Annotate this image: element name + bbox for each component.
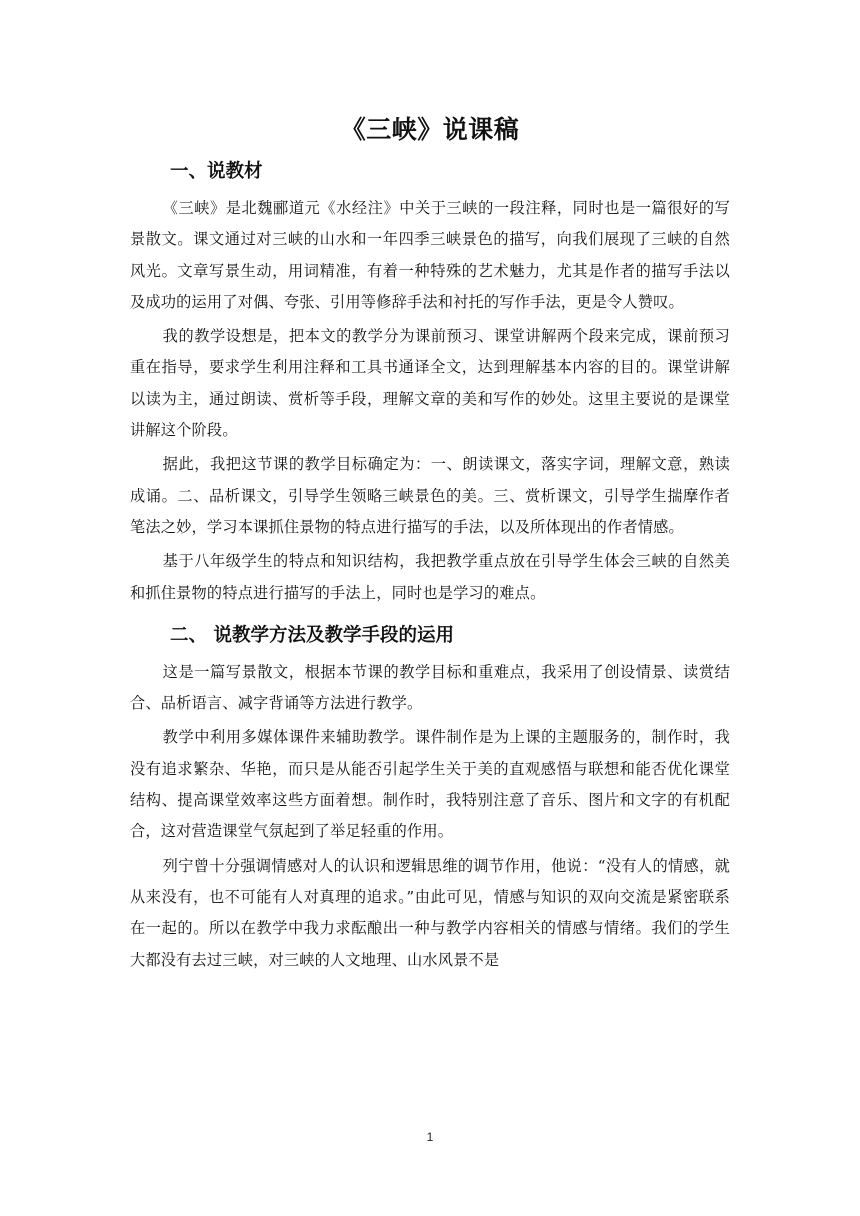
paragraph: 据此，我把这节课的教学目标确定为：一、朗读课文，落实字词，理解文意，熟读成诵。二、品析课文，引导学生领略三峡景色的美。三、赏析课文，引导学生揣摩作者笔法之妙，学习本课抓住景物的特点进行描写的手法，以及所体现出的作者情感。: [130, 455, 730, 536]
paragraph: 基于八年级学生的特点和知识结构，我把教学重点放在引导学生体会三峡的自然美和抓住景物的特点进行描写的手法上，同时也是学习的难点。: [130, 552, 730, 602]
paragraph: 《三峡》是北魏郦道元《水经注》中关于三峡的一段注释，同时也是一篇很好的写景散文。课文通过对三峡的山水和一年四季三峡景色的描写，向我们展现了三峡的自然风光。文章写景生动，用词精准，有着一种特殊的艺术魅力，尤其是作者的描写手法以及成功的运用了对偶、夸张、引用等修辞手法和衬托的写作手法，更是令人赞叹。: [130, 199, 730, 311]
paragraph: 教学中利用多媒体课件来辅助教学。课件制作是为上课的主题服务的，制作时，我没有追求繁杂、华艳，而只是从能否引起学生关于美的直观感悟与联想和能否优化课堂结构、提高课堂效率这些方面着想。制作时，我特别注意了音乐、图片和文字的有机配合，这对营造课堂气氛起到了举足轻重的作用。: [130, 728, 730, 841]
paragraph: 这是一篇写景散文，根据本节课的教学目标和重难点，我采用了创设情景、读赏结合、品析语言、减字背诵等方法进行教学。: [130, 662, 730, 713]
paragraph: 我的教学设想是，把本文的教学分为课前预习、课堂讲解两个段来完成，课前预习重在指导，要求学生利用注释和工具书通译全文，达到理解基本内容的目的。课堂讲解以读为主，通过朗读、赏析等手段，理解文章的美和写作的妙处。这里主要说的是课堂讲解这个阶段。: [130, 327, 730, 440]
page-number: 1: [426, 1130, 434, 1144]
document-body: [130, 157, 730, 979]
section-heading-1: 一、说教材: [170, 161, 263, 182]
document-title: 《三峡》说课稿: [340, 115, 520, 144]
paragraph: 列宁曾十分强调情感对人的认识和逻辑思维的调节作用，他说：“没有人的情感，就从来没有，也不可能有人对真理的追求。”由此可见，情感与知识的双向交流是紧密联系在一起的。所以在教学中我力求酝酿出一种与教学内容相关的情感与情绪。我们的学生大都没有去过三峡，对三峡的人文地理、山水风景不是: [130, 856, 730, 969]
section-heading-2: 二、 说教学方法及教学手段的运用: [170, 624, 454, 646]
